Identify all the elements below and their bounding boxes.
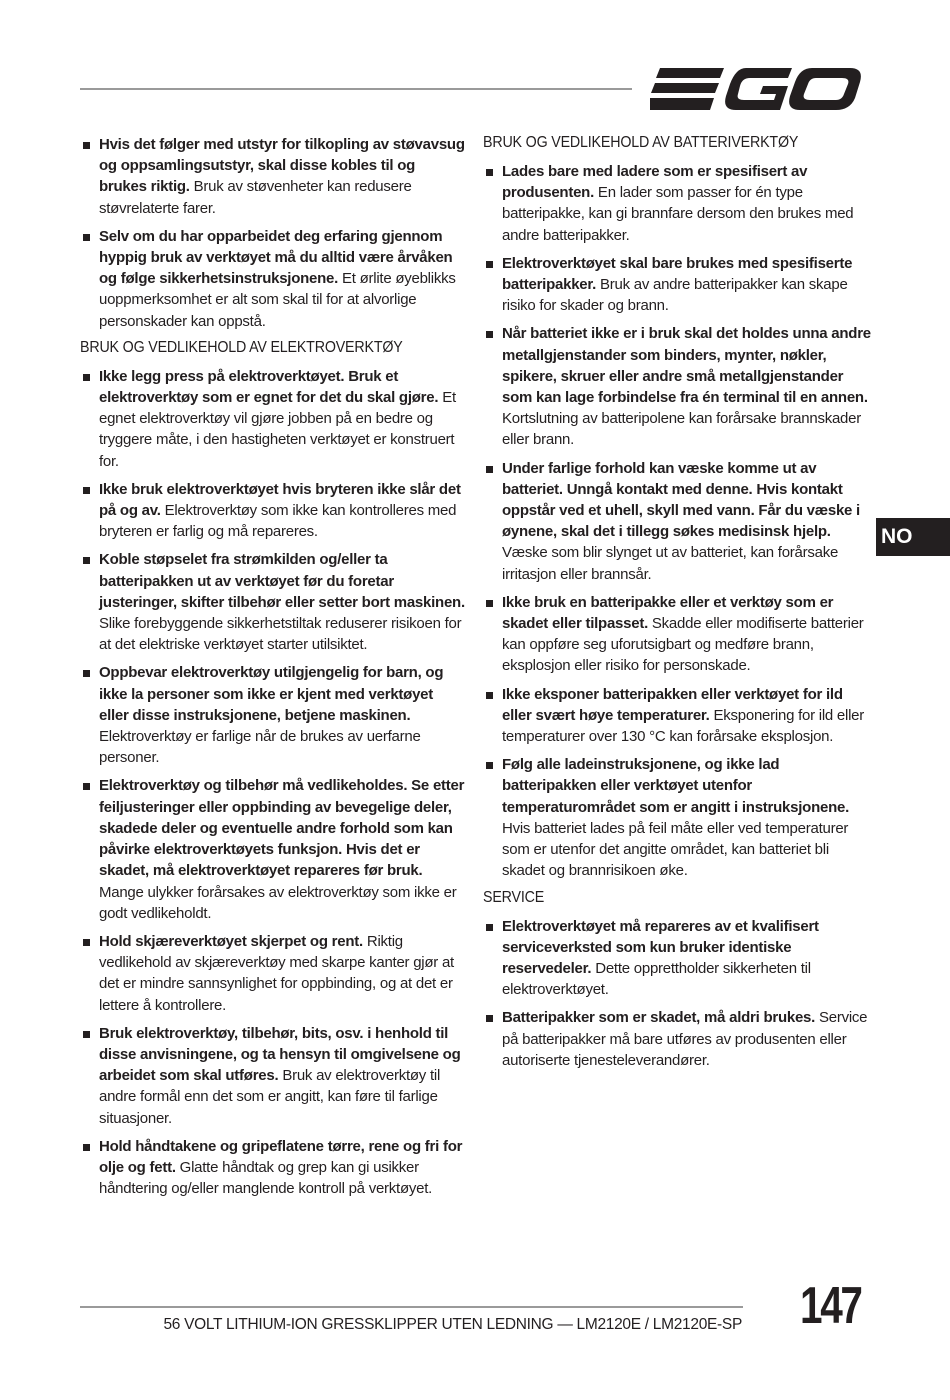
bullet-item [483,1007,871,1071]
bullet-bold-text: Bruk elektroverktøy, tilbehør, bits, osv. i henhold til disse anvisningene, og ta hensyn til omgivelsene og arbeidet som skal utføres. [99,1024,461,1085]
bullet-bold-text: Hold håndtakene og gripeflatene tørre, rene og fri for olje og fett. [99,1137,463,1176]
bullet-body-text: En lader som passer for én type batteripakke, kan gi brannfare dersom den brukes med andre batteripakker. [502,184,854,244]
bullet-body-text: Væske som blir slynget ut av batteriet, kan forårsake irritasjon eller brannsår. [502,544,839,583]
square-bullet-icon [486,331,493,338]
square-bullet-icon [486,261,493,268]
section-heading: BRUK OG VEDLIKEHOLD AV ELEKTROVERKTØY [80,338,403,356]
bullet-body-text: Service på batteripakker må bare utføres av produsenten eller autoriserte tjenesteleverandører. [502,1009,868,1069]
bullet-body-text: Hvis batteriet lades på feil måte eller ved temperaturer som er utenfor det angitte området, kan batteriet bli skadet og brannrisikoen øke. [502,819,849,880]
bullet-body-text: Kortslutning av batteripolene kan forårsake brannskader eller brann. [502,410,861,449]
square-bullet-icon [83,487,90,494]
bullet-bold-text: Ikke legg press på elektroverktøyet. Bruk et elektroverktøy som er egnet for det du skal gjøre. [99,367,439,407]
bullet-bold-text: Elektroverktøyet skal bare brukes med spesifiserte batteripakker. [502,254,853,294]
header-rule [80,88,632,90]
footer-title: 56 VOLT LITHIUM-ION GRESSKLIPPER UTEN LEDNING — LM2120E / LM2120E-SP [163,1316,742,1333]
square-bullet-icon [486,924,493,931]
bullet-bold-text: Selv om du har opparbeidet deg erfaring gjennom hyppig bruk av verktøyet må du alltid være årvåken og følge sikkerhetsinstruksjonene. [99,227,453,288]
page-number: 147 [800,1277,861,1335]
bullet-item [80,226,466,332]
square-bullet-icon [83,557,90,564]
bullet-item [80,662,466,768]
bullet-bold-text: Ikke bruk elektroverktøyet hvis bryteren ikke slår det på og av. [99,480,461,520]
square-bullet-icon [83,1031,90,1038]
bullet-bold-text: Når batteriet ikke er i bruk skal det holdes unna andre metallgjenstander som binders, mynter, nøkler, spikere, skruer eller andre små metallgjenstander som kan lage forbindelse fra én terminal til en annen. [502,325,871,407]
section-heading: BRUK OG VEDLIKEHOLD AV BATTERIVERKTØY [483,134,799,151]
bullet-bold-text: Elektroverktøy og tilbehør må vedlikeholdes. Se etter feiljusteringer eller oppbinding av bevegelige deler, skadede deler og eventuelle andre forhold som kan påvirke elektroverktøyets funksjon. Hvis det er skadet, må elektroverktøyet repareres før bruk. [99,777,465,880]
bullet-bold-text: Ikke bruk en batteripakke eller et verktøy som er skadet eller tilpasset. [502,593,834,633]
square-bullet-icon [83,234,90,241]
bullet-bold-text: Hvis det følger med utstyr for tilkopling av støvavsug og oppsamlingsutstyr, skal disse kobles til og brukes riktig. [99,136,465,196]
square-bullet-icon [83,939,90,946]
bullet-body-text: Riktig vedlikehold av skjæreverktøy med skarpe kanter gjør at det er mindre sannsynlighet for oppbinding, og at det er lettere å kontrollere. [99,932,454,1014]
bullet-body-text: Bruk av elektroverktøy til andre formål enn det som er angitt, kan føre til farlige situasjoner. [99,1067,441,1127]
bullet-item [483,592,871,677]
bullet-item [483,754,871,881]
bullet-bold-text: Koble støpselet fra strømkilden og/eller ta batteripakken ut av verktøyet før du foretar justeringer, skifter tilbehør eller setter bort maskinen. [99,551,465,611]
bullet-bold-text: Følg alle ladeinstruksjonene, og ikke lad batteripakken eller verktøyet utenfor temperaturområdet som er angitt i instruksjonene. [502,756,849,816]
square-bullet-icon [486,762,493,769]
bullet-body-text: Mange ulykker forårsakes av elektroverktøy som ikke er godt vedlikeholdt. [99,883,457,922]
bullet-item [483,253,871,317]
bullet-body-text: Dette opprettholder sikkerheten til elektroverktøyet. [502,959,811,999]
bullet-body-text: Elektroverktøy er farlige når de brukes av uerfarne personer. [99,728,421,767]
bullet-item [483,458,871,585]
bullet-item [483,323,871,450]
bullet-body-text: Skadde eller modifiserte batterier kan oppføre seg uforutsigbart og medføre brann, eksplosjon eller risiko for personskade. [502,615,864,675]
bullet-bold-text: Lades bare med ladere som er spesifisert av produsenten. [502,163,808,202]
square-bullet-icon [83,1144,90,1151]
section-heading: SERVICE [483,888,545,906]
bullet-item [80,1023,466,1129]
square-bullet-icon [83,374,90,381]
bullet-bold-text: Ikke eksponer batteripakken eller verktøyet for ild eller svært høye temperaturer. [502,685,843,724]
bullet-bold-text: Under farlige forhold kan væske komme ut av batteriet. Unngå kontakt med denne. Hvis kontakt oppstår ved et uhell, skyll med vann. Får du væske i øynene, skal det i tillegg søkes medisinsk hjelp. [502,459,860,541]
bullet-item [80,479,466,543]
square-bullet-icon [486,1015,493,1022]
bullet-bold-text: Hold skjæreverktøyet skjerpet og rent. [99,932,363,950]
bullet-item [483,916,871,1001]
square-bullet-icon [486,169,493,176]
square-bullet-icon [486,466,493,473]
bullet-body-text: Bruk av støvenheter kan redusere støvrelaterte farer. [99,178,412,217]
bullet-item [80,366,466,472]
bullet-item [80,1136,466,1200]
right-column [483,134,871,1078]
square-bullet-icon [83,142,90,149]
bullet-bold-text: Oppbevar elektroverktøy utilgjengelig for barn, og ikke la personer som ikke er kjent med verktøyet eller disse instruksjonene, betjene maskinen. [99,664,444,724]
left-column [80,134,466,1206]
square-bullet-icon [486,692,493,699]
bullet-item [483,684,871,748]
bullet-body-text: Et ørlite øyeblikks uoppmerksomhet er alt som skal til for at alvorlige personskader kan oppstå. [99,270,456,330]
footer-rule [80,1306,743,1308]
bullet-bold-text: Elektroverktøyet må repareres av et kvalifisert serviceverksted som kun bruker identiske reservedeler. [502,917,819,977]
bullet-item [483,161,871,246]
language-tab: NO [876,518,950,556]
bullet-body-text: Eksponering for ild eller temperaturer over 130 °C kan forårsake eksplosjon. [502,706,865,746]
bullet-item [80,931,466,1016]
bullet-body-text: Bruk av andre batteripakker kan skape risiko for skader og brann. [502,276,848,315]
bullet-body-text: Glatte håndtak og grep kan gi usikker håndtering og/eller manglende kontroll på verktøyet. [99,1158,433,1198]
bullet-body-text: Et egnet elektroverktøy vil gjøre jobben på en bedre og tryggere måte, i den hastigheten verktøyet er konstruert for. [99,389,456,470]
bullet-bold-text: Batteripakker som er skadet, må aldri brukes. [502,1009,816,1027]
ego-logo [650,66,862,112]
square-bullet-icon [486,600,493,607]
square-bullet-icon [83,670,90,677]
square-bullet-icon [83,783,90,790]
bullet-item [80,134,466,219]
bullet-body-text: Slike forebyggende sikkerhetstiltak reduserer risikoen for at det elektriske verktøyet starter utilsiktet. [99,615,462,654]
bullet-item [80,775,466,923]
bullet-body-text: Elektroverktøy som ikke kan kontrolleres med bryteren er farlig og må repareres. [99,502,457,541]
bullet-item [80,549,466,655]
